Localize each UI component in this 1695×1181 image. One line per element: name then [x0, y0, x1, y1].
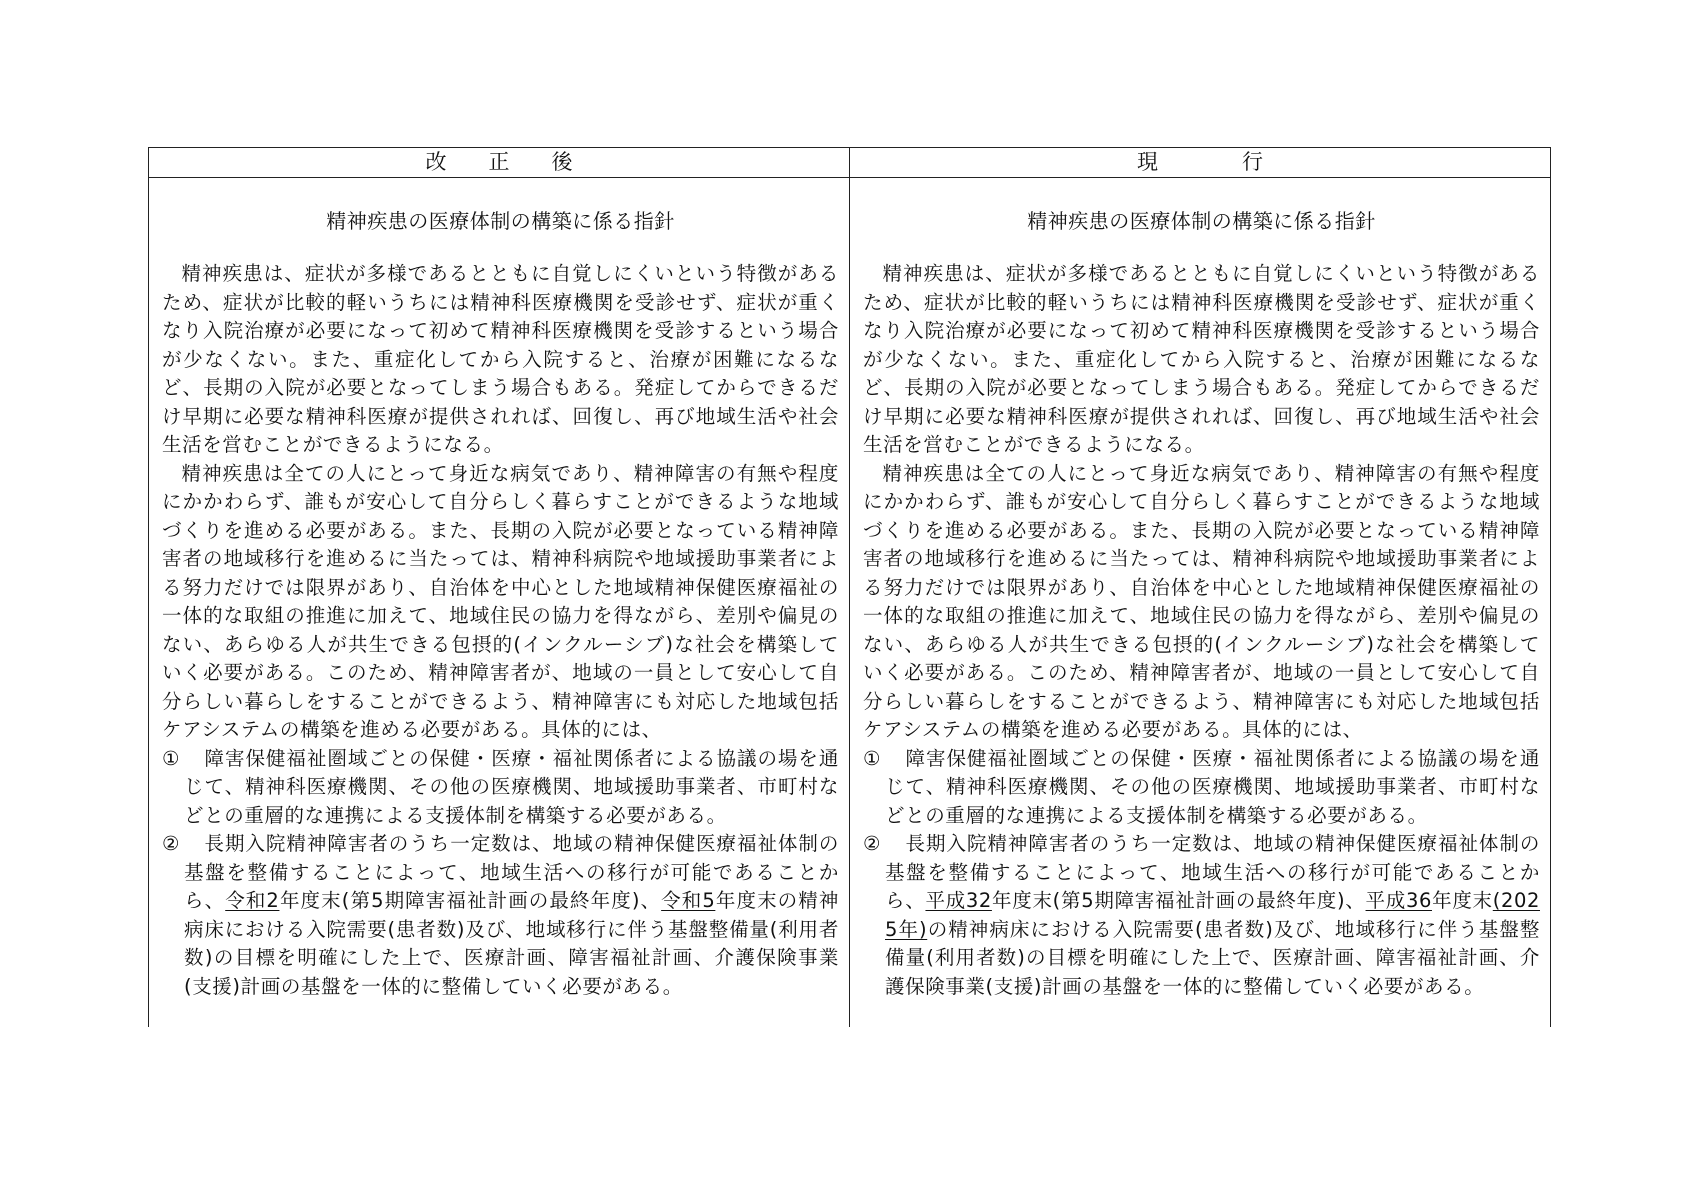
current-amended-year-note: (2025年) [885, 889, 1540, 941]
current-column [850, 178, 1550, 1027]
current-amended-year-1: 平成32 [925, 889, 992, 912]
revised-list-item-1 [162, 745, 839, 831]
column-header-revised-label: 改 正 後 [425, 150, 573, 174]
current-list-text-2c2: の精神病床における入院需要(患者数)及び、地域移行に伴う基盤整備量(利用者数)の目標を明確にした上で、医療計画、障害福祉計画、介護保険事業(支援)計画の基盤を一体的に整備していく必要がある。 [885, 917, 1540, 998]
current-paragraph-2: 精神疾患は全ての人にとって身近な病気であり、精神障害の有無や程度にかかわらず、誰もが安心して自分らしく暮らすことができるような地域づくりを進める必要がある。また、長期の入院が必要となっている精神障害者の地域移行を進めるに当たっては、精神科病院や地域援助事業者による努力だけでは限界があり、自治体を中心とした地域精神保健医療福祉の一体的な取組の推進に加えて、地域住民の協力を得ながら、差別や偏見のない、あらゆる人が共生できる包摂的(インクルーシブ)な社会を構築していく必要がある。このため、精神障害者が、地域の一員として安心して自分らしい暮らしをすることができるよう、精神障害にも対応した地域包括ケアシステムの構築を進める必要がある。具体的には、 [863, 461, 1540, 741]
column-header-revised [149, 148, 850, 178]
revised-column [149, 178, 850, 1027]
current-list-number-2: ② [863, 832, 882, 855]
current-list-number-1: ① [863, 746, 882, 770]
revised-paragraph-2: 精神疾患は全ての人にとって身近な病気であり、精神障害の有無や程度にかかわらず、誰もが安心して自分らしく暮らすことができるような地域づくりを進める必要がある。また、長期の入院が必要となっている精神障害者の地域移行を進めるに当たっては、精神科病院や地域援助事業者による努力だけでは限界があり、自治体を中心とした地域精神保健医療福祉の一体的な取組の推進に加えて、地域住民の協力を得ながら、差別や偏見のない、あらゆる人が共生できる包摂的(インクルーシブ)な社会を構築していく必要がある。このため、精神障害者が、地域の一員として安心して自分らしい暮らしをすることができるよう、精神障害にも対応した地域包括ケアシステムの構築を進める必要がある。具体的には、 [162, 461, 839, 741]
revised-document-title: 精神疾患の医療体制の構築に係る指針 [326, 209, 675, 233]
current-list-text-2c1: 年度末 [1431, 889, 1493, 912]
revised-list-text-2b: 年度末(第5期障害福祉計画の最終年度)、 [279, 889, 662, 912]
column-header-current-label: 現 行 [1137, 150, 1263, 174]
current-list-text-2a: 長期入院精神障害者のうち一定数は、地域の精神保健医療福祉体制の基盤を整備することによって、地域生活への移行が可能であることから、 [885, 832, 1540, 912]
revised-amended-year-2: 令和5 [661, 889, 716, 912]
current-list-item-2 [863, 830, 1540, 1001]
current-list-text-2b: 年度末(第5期障害福祉計画の最終年度)、 [991, 889, 1366, 912]
current-amended-year-2: 平成36 [1365, 889, 1432, 912]
revised-list-text-1: 障害保健福祉圏域ごとの保健・医療・福祉関係者による協議の場を通じて、精神科医療機関、その他の医療機関、地域援助事業者、市町村などとの重層的な連携による支援体制を構築する必要がある。 [184, 746, 839, 827]
current-document-title: 精神疾患の医療体制の構築に係る指針 [1027, 209, 1376, 233]
revised-amended-year-1: 令和2 [225, 889, 280, 912]
column-header-current [850, 148, 1550, 178]
comparison-table [148, 147, 1551, 1027]
revised-paragraph-1: 精神疾患は、症状が多様であるとともに自覚しにくいという特徴があるため、症状が比較的軽いうちには精神科医療機関を受診せず、症状が重くなり入院治療が必要になって初めて精神科医療機関を受診するという場合が少なくない。また、重症化してから入院すると、治療が困難になるなど、長期の入院が必要となってしまう場合もある。発症してからできるだけ早期に必要な精神科医療が提供されれば、回復し、再び地域生活や社会生活を営むことができるようになる。 [162, 262, 839, 456]
current-list-item-1 [863, 745, 1540, 831]
revised-list-item-2 [162, 830, 839, 1001]
revised-list-number-1: ① [162, 746, 181, 770]
current-list-text-1: 障害保健福祉圏域ごとの保健・医療・福祉関係者による協議の場を通じて、精神科医療機関、その他の医療機関、地域援助事業者、市町村などとの重層的な連携による支援体制を構築する必要がある。 [885, 746, 1540, 827]
current-paragraph-1: 精神疾患は、症状が多様であるとともに自覚しにくいという特徴があるため、症状が比較的軽いうちには精神科医療機関を受診せず、症状が重くなり入院治療が必要になって初めて精神科医療機関を受診するという場合が少なくない。また、重症化してから入院すると、治療が困難になるなど、長期の入院が必要となってしまう場合もある。発症してからできるだけ早期に必要な精神科医療が提供されれば、回復し、再び地域生活や社会生活を営むことができるようになる。 [863, 262, 1540, 456]
revised-list-number-2: ② [162, 832, 181, 855]
revised-list-text-2c: 年度末の精神病床における入院需要(患者数)及び、地域移行に伴う基盤整備量(利用者数)の目標を明確にした上で、医療計画、障害福祉計画、介護保険事業(支援)計画の基盤を一体的に整備していく必要がある。 [184, 889, 839, 998]
revised-list-text-2a: 長期入院精神障害者のうち一定数は、地域の精神保健医療福祉体制の基盤を整備することによって、地域生活への移行が可能であることから、 [184, 832, 839, 912]
